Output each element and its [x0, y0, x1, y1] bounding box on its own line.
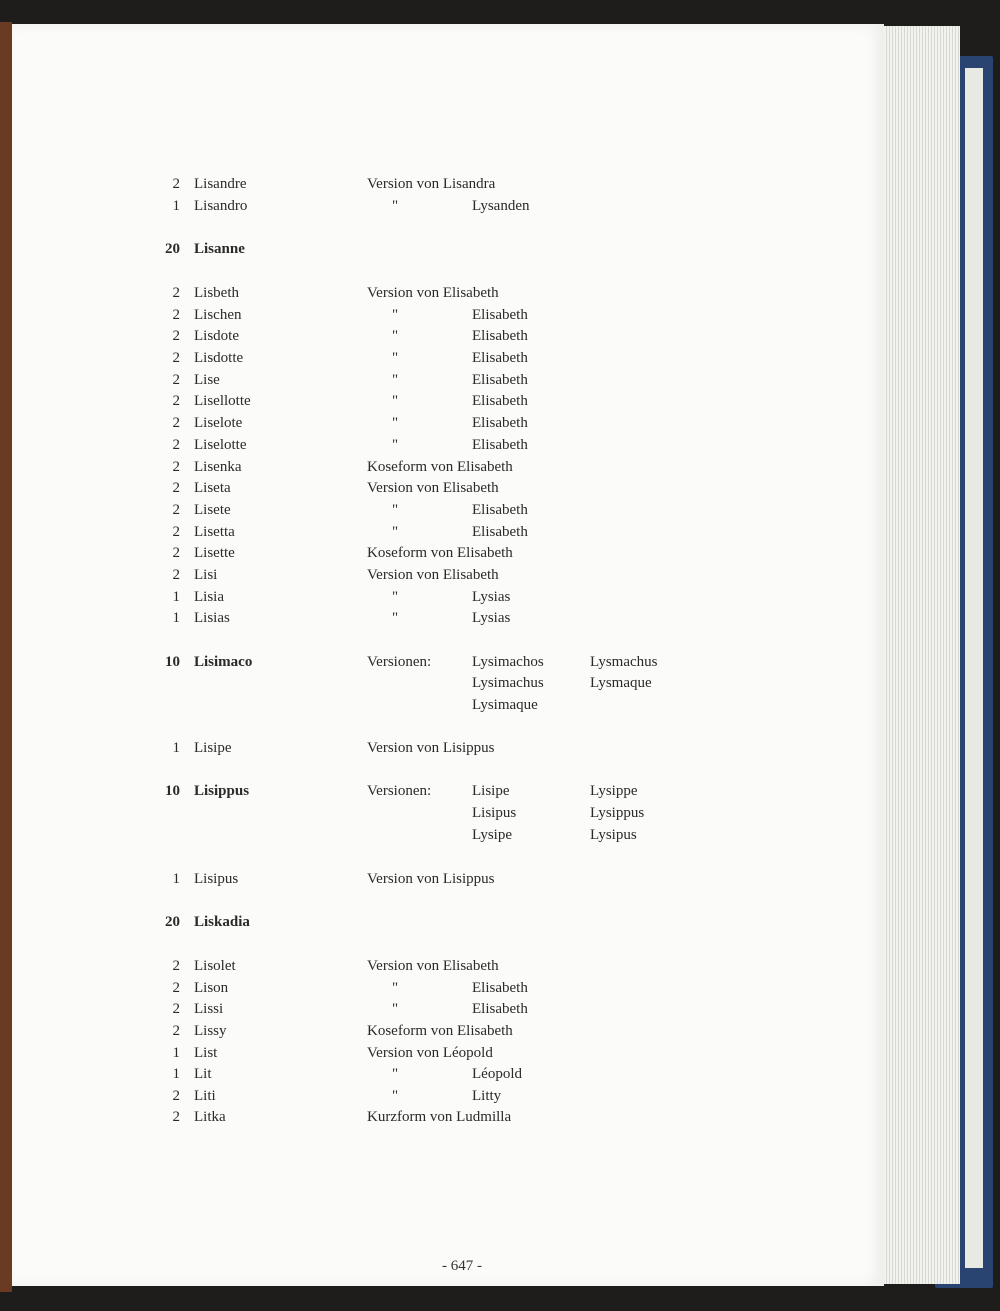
entry-variant: Lisipe [472, 783, 510, 799]
entry-name: Lisbeth [194, 285, 239, 301]
entry-description: Kurzform von Ludmilla [367, 1109, 512, 1125]
entry-variant: Lysimaque [472, 697, 538, 713]
entry-description: Koseform von Elisabeth [367, 1023, 513, 1039]
ditto-mark: " [392, 328, 399, 344]
entry-name: Lissi [194, 1001, 224, 1017]
entry-variant-alt: Lysippe [590, 783, 638, 799]
entry-count: 2 [172, 459, 180, 475]
entry-name: Lisias [194, 610, 230, 626]
entry-variant: Elisabeth [472, 372, 528, 388]
ditto-mark: " [392, 415, 399, 431]
entry-description: Version von Elisabeth [367, 958, 499, 974]
entry-name: Lisipus [194, 871, 239, 887]
entry-description: Version von Lisippus [367, 871, 495, 887]
ditto-mark: " [392, 1001, 399, 1017]
entry-name: Lisenka [194, 459, 242, 475]
ditto-mark: " [392, 198, 399, 214]
entry-count: 2 [172, 980, 180, 996]
entry-name: Lisette [194, 545, 235, 561]
entry-name: Litka [194, 1109, 226, 1125]
entry-variant: Elisabeth [472, 437, 528, 453]
entry-count: 2 [172, 285, 180, 301]
entry-variant-alt: Lysipus [590, 827, 637, 843]
entry-description: Version von Elisabeth [367, 480, 499, 496]
entry-count: 2 [172, 307, 180, 323]
entry-variant-alt: Lysmaque [590, 675, 652, 691]
ditto-mark: " [392, 372, 399, 388]
ditto-mark: " [392, 502, 399, 518]
entry-variant: Lysipe [472, 827, 512, 843]
entry-count: 20 [165, 241, 180, 257]
entry-variant: Lysimachos [472, 654, 544, 670]
entry-variant: Lysimachus [472, 675, 544, 691]
entry-variant: Elisabeth [472, 524, 528, 540]
entry-name: Lissy [194, 1023, 227, 1039]
entry-variant: Lisipus [472, 805, 517, 821]
entry-count: 1 [172, 589, 180, 605]
entry-count: 1 [172, 610, 180, 626]
entry-description: Koseform von Elisabeth [367, 459, 513, 475]
entry-count: 20 [165, 914, 180, 930]
entry-count: 2 [172, 1109, 180, 1125]
entry-name: Lisete [194, 502, 231, 518]
entry-count: 2 [172, 415, 180, 431]
page-edges [872, 26, 960, 1284]
entry-count: 2 [172, 1088, 180, 1104]
entry-variant: Léopold [472, 1066, 522, 1082]
entry-description: Version von Elisabeth [367, 285, 499, 301]
entry-variant: Elisabeth [472, 350, 528, 366]
entry-name: Lisellotte [194, 393, 251, 409]
ditto-mark: " [392, 524, 399, 540]
entry-name: Liselotte [194, 437, 247, 453]
entry-name: Lisdotte [194, 350, 244, 366]
entry-count: 10 [165, 654, 180, 670]
entry-name: Liselote [194, 415, 243, 431]
ditto-mark: " [392, 1066, 399, 1082]
entry-variant: Elisabeth [472, 502, 528, 518]
entry-count: 2 [172, 437, 180, 453]
entry-variant: Lysanden [472, 198, 530, 214]
entry-variant: Lysias [472, 610, 511, 626]
entry-variant: Elisabeth [472, 980, 528, 996]
entry-count: 2 [172, 176, 180, 192]
entry-count: 1 [172, 198, 180, 214]
entry-count: 2 [172, 480, 180, 496]
entry-description: Versionen: [367, 783, 432, 799]
entry-name: Lisandre [194, 176, 247, 192]
ditto-mark: " [392, 393, 399, 409]
entry-description: Version von Léopold [367, 1045, 493, 1061]
entry-name: Lisetta [194, 524, 235, 540]
entry-name: Lischen [194, 307, 242, 323]
entry-variant: Elisabeth [472, 328, 528, 344]
entry-count: 2 [172, 393, 180, 409]
page-number: - 647 - [442, 1258, 482, 1274]
entry-name: Lisia [194, 589, 224, 605]
entry-name: Liti [194, 1088, 216, 1104]
book-cover-left [0, 22, 12, 1292]
entry-variant-alt: Lysmachus [590, 654, 658, 670]
ditto-mark: " [392, 980, 399, 996]
entry-count: 1 [172, 740, 180, 756]
entry-count: 1 [172, 871, 180, 887]
entry-name: Liskadia [194, 914, 250, 930]
ditto-mark: " [392, 1088, 399, 1104]
ditto-mark: " [392, 589, 399, 605]
entry-count: 2 [172, 350, 180, 366]
entry-description: Version von Lisandra [367, 176, 496, 192]
book-page [12, 24, 884, 1286]
entry-count: 2 [172, 524, 180, 540]
entry-variant: Elisabeth [472, 307, 528, 323]
entry-description: Koseform von Elisabeth [367, 545, 513, 561]
ditto-mark: " [392, 437, 399, 453]
entry-name: Liseta [194, 480, 231, 496]
ditto-mark: " [392, 307, 399, 323]
entry-variant: Elisabeth [472, 393, 528, 409]
entry-variant-alt: Lysippus [590, 805, 645, 821]
entry-name: Lisi [194, 567, 218, 583]
entry-description: Version von Lisippus [367, 740, 495, 756]
entry-variant: Elisabeth [472, 415, 528, 431]
ditto-mark: " [392, 610, 399, 626]
entry-name: Lise [194, 372, 220, 388]
entry-count: 2 [172, 567, 180, 583]
entry-name: Lison [194, 980, 229, 996]
entry-description: Version von Elisabeth [367, 567, 499, 583]
entry-count: 2 [172, 958, 180, 974]
entry-count: 2 [172, 1023, 180, 1039]
entry-name: Lisandro [194, 198, 248, 214]
entry-description: Versionen: [367, 654, 432, 670]
entry-count: 2 [172, 328, 180, 344]
entry-name: Lisimaco [194, 654, 253, 670]
entry-name: Lit [194, 1066, 212, 1082]
entry-name: Lisdote [194, 328, 239, 344]
entry-variant: Elisabeth [472, 1001, 528, 1017]
entry-count: 1 [172, 1066, 180, 1082]
entry-name: Lisipe [194, 740, 232, 756]
entry-count: 2 [172, 502, 180, 518]
entry-name: Lisolet [194, 958, 236, 974]
ditto-mark: " [392, 350, 399, 366]
entry-variant: Litty [472, 1088, 502, 1104]
entry-count: 2 [172, 545, 180, 561]
entry-count: 2 [172, 1001, 180, 1017]
entry-count: 2 [172, 372, 180, 388]
entry-name: Lisanne [194, 241, 245, 257]
entry-count: 10 [165, 783, 180, 799]
entry-count: 1 [172, 1045, 180, 1061]
entry-variant: Lysias [472, 589, 511, 605]
entry-name: Lisippus [194, 783, 250, 799]
entry-name: List [194, 1045, 218, 1061]
